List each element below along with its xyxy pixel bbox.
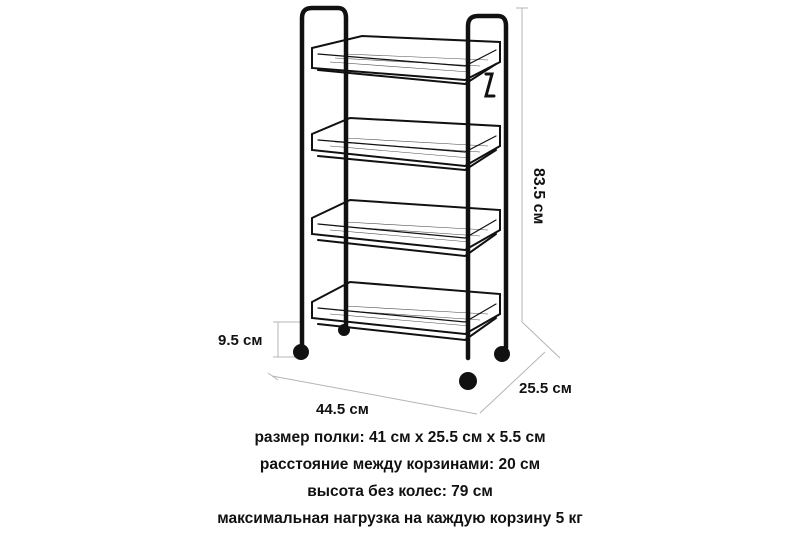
wheel-height-dimension-label: 9.5 см <box>218 332 263 349</box>
basket-2 <box>312 118 500 170</box>
back-left-post <box>302 8 346 345</box>
rolling-cart-icon <box>302 8 506 358</box>
height-tick-bottom <box>522 322 560 358</box>
depth-dimension-label: 25.5 см <box>519 380 572 397</box>
wheel-front-right <box>459 372 477 390</box>
wheel-back-right <box>494 346 510 362</box>
height-dimension-label: 83.5 см <box>530 168 547 225</box>
spec-basket-spacing: расстояние между корзинами: 20 см <box>259 456 541 473</box>
side-hook <box>486 74 494 96</box>
width-dimension-line <box>272 376 477 414</box>
basket-mesh <box>330 54 488 326</box>
spec-height-without-wheels: высота без колес: 79 см <box>307 483 493 500</box>
width-dimension-label: 44.5 см <box>316 401 369 418</box>
wheel-back-left <box>338 324 350 336</box>
basket-1 <box>312 36 500 84</box>
basket-3 <box>312 200 500 256</box>
spec-shelf-size: размер полки: 41 см х 25.5 см х 5.5 см <box>254 429 546 446</box>
wheel-front-left <box>293 344 309 360</box>
spec-max-load: максимальная нагрузка на каждую корзину 5 кг <box>217 510 583 527</box>
